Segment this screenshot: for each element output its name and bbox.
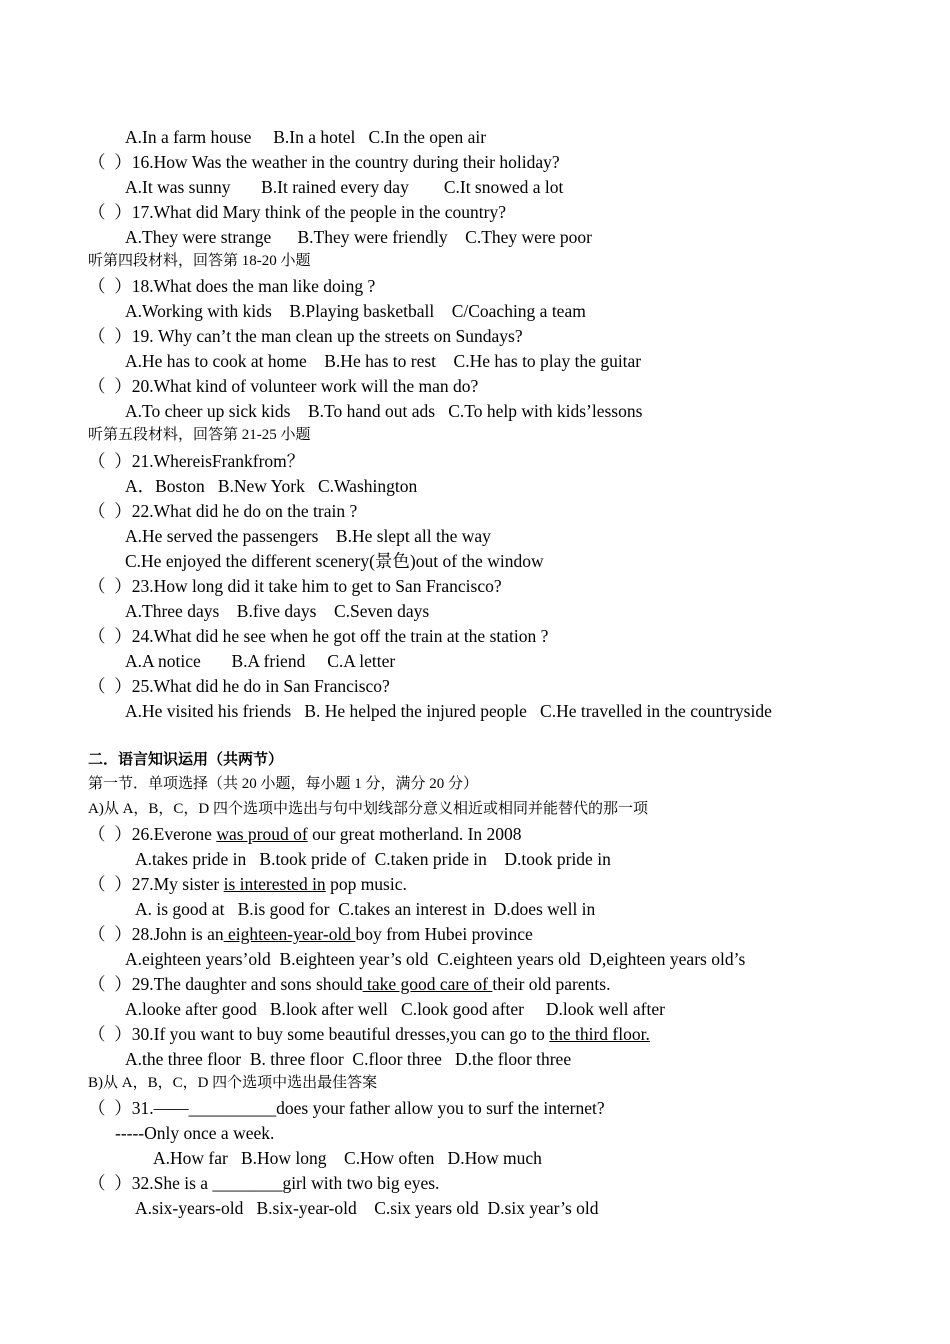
- q30-prefix: （ ）30.If you want to buy some beautiful dresses,you can go to: [88, 1024, 550, 1044]
- q20-options: A.To cheer up sick kids B.To hand out ads C.To help with kids’lessons: [125, 401, 643, 421]
- part2-section1-heading: 第一节．单项选择（共 20 小题，每小题 1 分，满分 20 分）: [88, 776, 479, 792]
- q26-prefix: （ ）26.Everone: [88, 824, 217, 844]
- section5-instruction: 听第五段材料，回答第 21-25 小题: [88, 427, 311, 443]
- q26-question: [88, 823, 522, 845]
- q29-suffix: their old parents.: [492, 974, 611, 994]
- q21-options: A．Boston B.New York C.Washington: [125, 476, 418, 496]
- section4-instruction: 听第四段材料，回答第 18-20 小题: [88, 253, 311, 269]
- q31-answer-line: -----Only once a week.: [115, 1123, 275, 1143]
- q29-question: [88, 973, 610, 995]
- q15-options: A.In a farm house B.In a hotel C.In the open air: [125, 127, 487, 147]
- q18-options: A.Working with kids B.Playing basketball C/Coaching a team: [125, 301, 586, 321]
- q24-question: （ ）24.What did he see when he got off the train at the station ?: [88, 626, 549, 646]
- q16-question: （ ）16.How Was the weather in the country during their holiday?: [88, 152, 560, 172]
- q31-options: A.How far B.How long C.How often D.How much: [153, 1148, 542, 1168]
- q31-question: （ ）31.——__________does your father allow you to surf the internet?: [88, 1098, 605, 1118]
- q27-question: [88, 873, 407, 895]
- q19-options: A.He has to cook at home B.He has to rest C.He has to play the guitar: [125, 351, 642, 371]
- q21-question: （ ）21.WhereisFrankfrom？: [88, 451, 305, 471]
- q30-question: [88, 1023, 650, 1045]
- q22-question: （ ）22.What did he do on the train ?: [88, 501, 358, 521]
- q28-options: A.eighteen years’old B.eighteen year’s old C.eighteen years old D,eighteen years old’s: [125, 949, 746, 969]
- q29-underlined: take good care of: [362, 974, 493, 994]
- q30-options: A.the three floor B. three floor C.floor three D.the floor three: [125, 1049, 572, 1069]
- part2-b-instruction: B)从 A，B，C，D 四个选项中选出最佳答案: [88, 1075, 378, 1091]
- q28-question: [88, 923, 533, 945]
- q26-underlined: was proud of: [216, 824, 308, 844]
- q23-options: A.Three days B.five days C.Seven days: [125, 601, 430, 621]
- q28-suffix: boy from Hubei province: [355, 924, 533, 944]
- q17-question: （ ）17.What did Mary think of the people in the country?: [88, 202, 506, 222]
- q20-question: （ ）20.What kind of volunteer work will the man do?: [88, 376, 479, 396]
- q27-suffix: pop music.: [325, 874, 407, 894]
- q23-question: （ ）23.How long did it take him to get to San Francisco?: [88, 576, 502, 596]
- q30-underlined: the third floor.: [549, 1024, 650, 1044]
- q28-underlined: eighteen-year-old: [223, 924, 356, 944]
- q19-question: （ ）19. Why can’t the man clean up the streets on Sundays?: [88, 326, 523, 346]
- q32-question: （ ）32.She is a ________girl with two big eyes.: [88, 1173, 440, 1193]
- q25-options: A.He visited his friends B. He helped the injured people C.He travelled in the countryside: [125, 701, 772, 721]
- q25-question: （ ）25.What did he do in San Francisco?: [88, 676, 390, 696]
- q22-options-ab: A.He served the passengers B.He slept all the way: [125, 526, 491, 546]
- q29-prefix: （ ）29.The daughter and sons should: [88, 974, 363, 994]
- q29-options: A.looke after good B.look after well C.look good after D.look well after: [125, 999, 665, 1019]
- q28-prefix: （ ）28.John is an: [88, 924, 224, 944]
- q27-prefix: （ ）27.My sister: [88, 874, 224, 894]
- q18-question: （ ）18.What does the man like doing ?: [88, 276, 376, 296]
- q27-underlined: is interested in: [223, 874, 326, 894]
- q32-options: A.six-years-old B.six-year-old C.six years old D.six year’s old: [135, 1198, 599, 1218]
- q17-options: A.They were strange B.They were friendly C.They were poor: [125, 227, 592, 247]
- q26-options: A.takes pride in B.took pride of C.taken pride in D.took pride in: [135, 849, 611, 869]
- q24-options: A.A notice B.A friend C.A letter: [125, 651, 396, 671]
- q27-options: A. is good at B.is good for C.takes an interest in D.does well in: [135, 899, 596, 919]
- q22-option-c: C.He enjoyed the different scenery(景色)out of the window: [125, 551, 544, 571]
- q26-suffix: our great motherland. In 2008: [307, 824, 522, 844]
- part2-a-instruction: A)从 A，B，C，D 四个选项中选出与句中划线部分意义相近或相同并能替代的那一项: [88, 801, 649, 817]
- part2-heading: 二．语言知识运用（共两节）: [88, 752, 284, 768]
- q16-options: A.It was sunny B.It rained every day C.It snowed a lot: [125, 177, 564, 197]
